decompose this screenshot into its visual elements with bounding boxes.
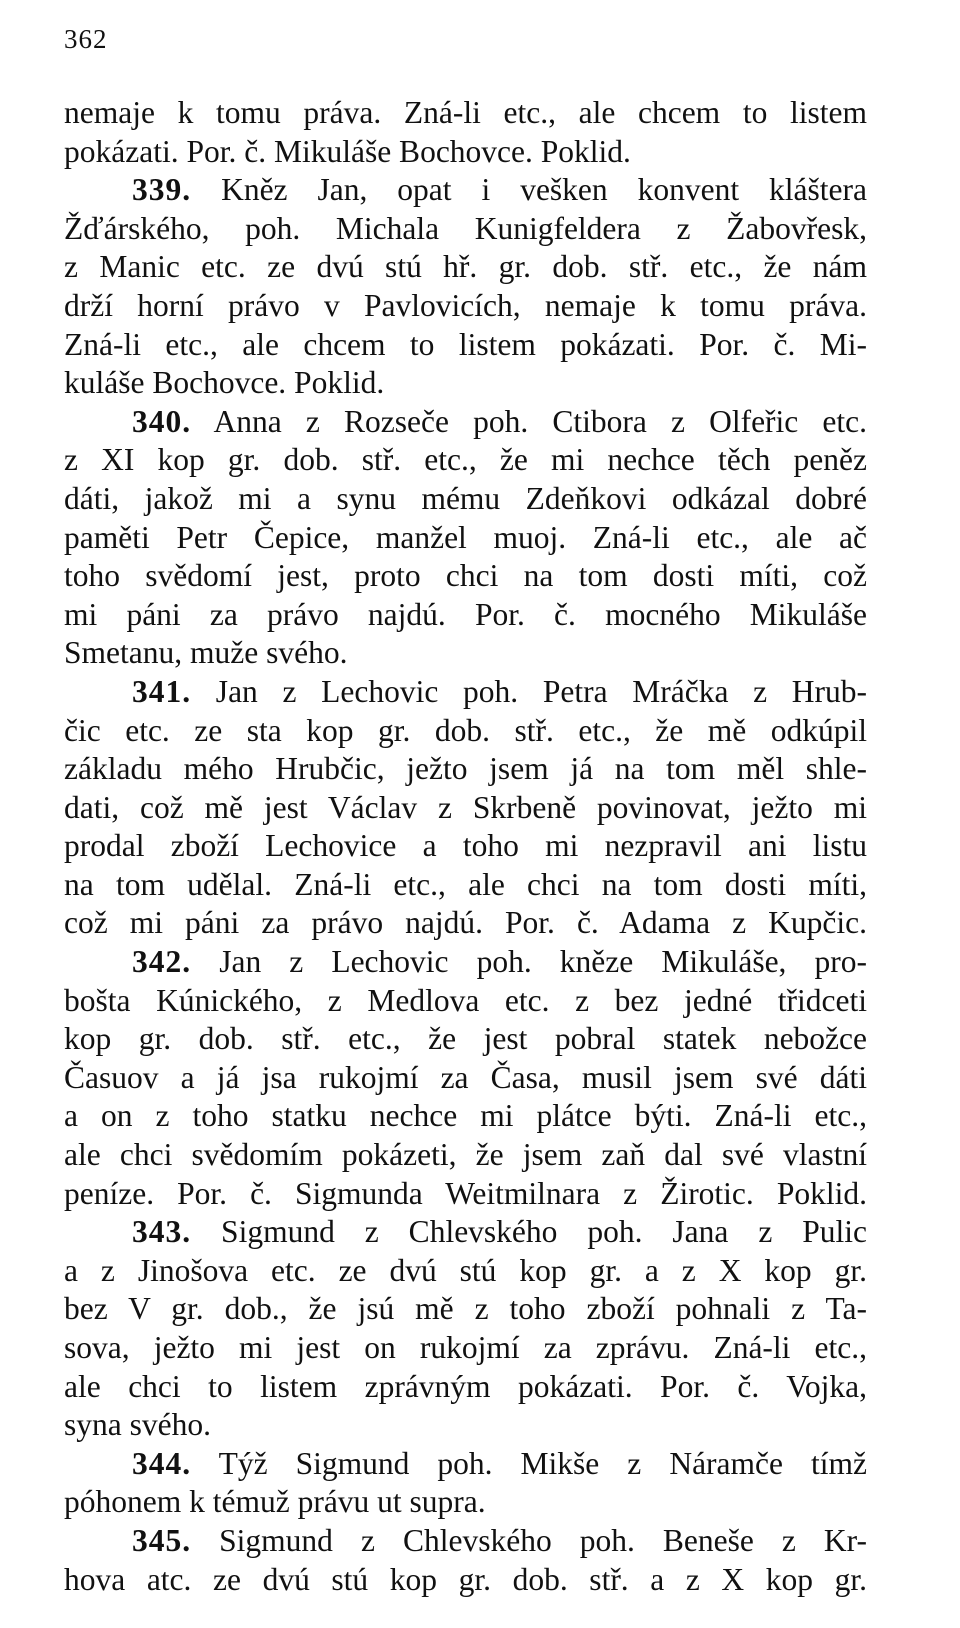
line-text: mi páni za právo najdú. Por. č. mocného Mikuláše xyxy=(64,596,867,632)
line-text: Jan z Lechovic poh. kněze Mikuláše, pro- xyxy=(191,944,867,980)
line-text: Žďárského, poh. Michala Kunigfeldera z Žabovřesk, xyxy=(64,210,867,246)
page-number: 362 xyxy=(64,24,108,54)
text-line xyxy=(64,364,867,403)
entry-number: 344. xyxy=(132,1445,192,1481)
line-text: póhonem k témuž právu ut supra. xyxy=(64,1484,486,1520)
entry-number: 340. xyxy=(132,403,192,439)
line-text: dáti, jakož mi a synu mému Zdeňkovi odkázal dobré xyxy=(64,480,867,516)
line-text: Týž Sigmund poh. Mikše z Náramče tímž xyxy=(191,1445,867,1481)
text-line xyxy=(64,480,867,519)
text-line xyxy=(64,1368,867,1407)
text-line xyxy=(64,557,867,596)
line-text: dati, což mě jest Václav z Skrbeně povinovat, ježto mi xyxy=(64,789,867,825)
text-line xyxy=(64,1483,867,1522)
line-text: bez V gr. dob., že jsú mě z toho zboží pohnali z Ta- xyxy=(64,1291,867,1327)
text-line xyxy=(64,1213,867,1252)
line-text: prodal zboží Lechovice a toho mi nezpravil ani listu xyxy=(64,828,867,864)
line-text: z XI kop gr. dob. stř. etc., že mi nechce těch peněz xyxy=(64,442,867,478)
line-text: Sigmund z Chlevského poh. Jana z Pulic xyxy=(191,1214,867,1250)
text-line xyxy=(64,982,867,1021)
text-line xyxy=(64,1561,867,1600)
entry-number: 345. xyxy=(132,1522,192,1558)
text-line xyxy=(64,1522,867,1561)
text-line xyxy=(64,827,867,866)
line-text: což mi páni za právo najdú. Por. č. Adama z Kupčic. xyxy=(64,905,867,941)
line-text: Jan z Lechovic poh. Petra Mráčka z Hrub- xyxy=(191,673,867,709)
line-text: z Manic etc. ze dvú stú hř. gr. dob. stř. etc., že nám xyxy=(64,249,867,285)
text-line xyxy=(64,326,867,365)
text-line xyxy=(64,210,867,249)
line-text: hova atc. ze dvú stú kop gr. dob. stř. a z X kop gr. xyxy=(64,1561,867,1597)
text-line xyxy=(64,712,867,751)
line-text: Sigmund z Chlevského poh. Beneše z Kr- xyxy=(191,1522,867,1558)
text-line xyxy=(64,634,867,673)
text-line xyxy=(64,1020,867,1059)
text-line xyxy=(64,596,867,635)
text-line xyxy=(64,1175,867,1214)
text-line xyxy=(64,943,867,982)
entry-number: 342. xyxy=(132,944,192,980)
line-text: ale chci to listem zprávným pokázati. Por. č. Vojka, xyxy=(64,1368,867,1404)
line-text: Smetanu, muže svého. xyxy=(64,635,348,671)
text-line xyxy=(64,866,867,905)
text-line xyxy=(64,1136,867,1175)
text-line xyxy=(64,789,867,828)
text-line xyxy=(64,133,867,172)
text-line xyxy=(64,248,867,287)
line-text: čic etc. ze sta kop gr. dob. stř. etc., že mě odkúpil xyxy=(64,712,867,748)
text-line xyxy=(64,1290,867,1329)
line-text: paměti Petr Čepice, manžel muoj. Zná-li etc., ale ač xyxy=(64,519,867,555)
text-line xyxy=(64,94,867,133)
line-text: a on z toho statku nechce mi plátce býti. Zná-li etc., xyxy=(64,1098,867,1134)
text-line xyxy=(64,673,867,712)
text-line xyxy=(64,441,867,480)
line-text: Anna z Rozseče poh. Ctibora z Olfeřic etc. xyxy=(191,403,867,439)
line-text: kuláše Bochovce. Poklid. xyxy=(64,365,385,401)
line-text: bošta Kúnického, z Medlova etc. z bez jedné třidceti xyxy=(64,982,867,1018)
line-text: pokázati. Por. č. Mikuláše Bochovce. Poklid. xyxy=(64,133,631,169)
text-line xyxy=(64,1059,867,1098)
line-text: a z Jinošova etc. ze dvú stú kop gr. a z X kop gr. xyxy=(64,1252,867,1288)
entry-number: 339. xyxy=(132,172,192,208)
text-line xyxy=(64,1329,867,1368)
line-text: drží horní právo v Pavlovicích, nemaje k tomu práva. xyxy=(64,287,867,323)
line-text: ale chci svědomím pokázeti, že jsem zaň dal své vlastní xyxy=(64,1137,867,1173)
text-line xyxy=(64,904,867,943)
line-text: Kněz Jan, opat i vešken konvent kláštera xyxy=(191,172,867,208)
line-text: Zná-li etc., ale chcem to listem pokázati. Por. č. Mi- xyxy=(64,326,867,362)
entry-number: 343. xyxy=(132,1214,192,1250)
line-text: Časuov a já jsa rukojmí za Časa, musil jsem své dáti xyxy=(64,1059,867,1095)
text-line xyxy=(64,519,867,558)
line-text: nemaje k tomu práva. Zná-li etc., ale chcem to listem xyxy=(64,95,867,130)
text-line xyxy=(64,403,867,442)
line-text: na tom udělal. Zná-li etc., ale chci na tom dosti míti, xyxy=(64,866,867,902)
text-line xyxy=(64,287,867,326)
text-line xyxy=(64,1252,867,1291)
line-text: toho svědomí jest, proto chci na tom dosti míti, což xyxy=(64,558,867,594)
entry-number: 341. xyxy=(132,673,192,709)
body-text xyxy=(64,94,867,1599)
text-line xyxy=(64,750,867,789)
line-text: sova, ježto mi jest on rukojmí za zprávu. Zná-li etc., xyxy=(64,1330,867,1365)
text-line xyxy=(64,1097,867,1136)
line-text: kop gr. dob. stř. etc., že jest pobral statek nebožce xyxy=(64,1021,867,1057)
line-text: syna svého. xyxy=(64,1407,211,1443)
text-line xyxy=(64,1406,867,1445)
line-text: základu mého Hrubčic, ježto jsem já na tom měl shle- xyxy=(64,751,867,787)
text-line xyxy=(64,171,867,210)
text-line xyxy=(64,1445,867,1484)
line-text: peníze. Por. č. Sigmunda Weitmilnara z Žirotic. Poklid. xyxy=(64,1175,867,1211)
